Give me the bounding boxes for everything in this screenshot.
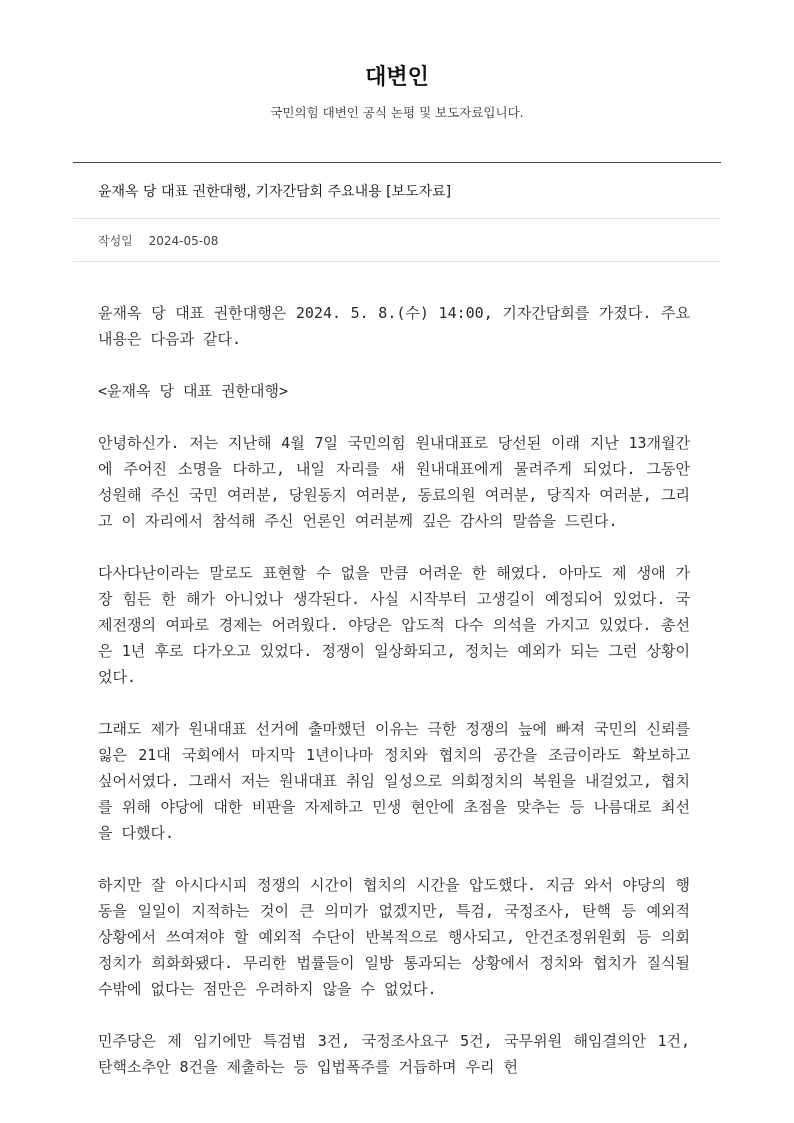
paragraph: 그래도 제가 원내대표 선거에 출마했던 이유는 극한 정쟁의 늪에 빠져 국민의 신뢰를 잃은 21대 국회에서 마지막 1년이나마 정치와 협치의 공간을 조금이라도 확보하고 싶어서였다. 그래서 저는 원내대표 취임 일성으로 의회정치의 복원을 내걸었고, 협치를 위해 야당에 대한 비판을 자제하고 민생 현안에 초점을 맞추는 등 나름대로 최선을 다했다. <box>98 720 691 842</box>
paragraph: 하지만 잘 아시다시피 정쟁의 시간이 협치의 시간을 압도했다. 지금 와서 야당의 행동을 일일이 지적하는 것이 큰 의미가 없겠지만, 특검, 국정조사, 탄핵 등 예외적 상황에서 쓰여져야 할 예외적 수단이 반복적으로 행사되고, 안건조정위원회 등 의회정치가 희화화됐다. 무리한 법률들이 일방 통과되는 상황에서 정치와 협치가 질식될 수밖에 없다는 점만은 우려하지 않을 수 없었다. <box>98 876 690 998</box>
meta-divider <box>73 261 721 262</box>
date-value: 2024-05-08 <box>148 234 219 248</box>
article-title: 윤재옥 당 대표 권한대행, 기자간담회 주요내용 [보도자료] <box>98 184 452 200</box>
paragraph: 안녕하신가. 저는 지난해 4월 7일 국민의힘 원내대표로 당선된 이래 지난 13개월간에 주어진 소명을 다하고, 내일 자리를 새 원내대표에게 물려주게 되었다. 그동안 성원해 주신 국민 여러분, 당원동지 여러분, 동료의원 여러분, 당직자 여러분, 그리고 이 자리에서 참석해 주신 언론인 여러분께 깊은 감사의 말씀을 드린다. <box>98 434 690 530</box>
date-label: 작성일 <box>98 234 133 248</box>
site-title: 대변인 <box>365 65 429 90</box>
paragraph: 민주당은 제 임기에만 특검법 3건, 국정조사요구 5건, 국무위원 해임결의안 1건, 탄핵소추안 8건을 제출하는 등 입법폭주를 거듭하며 우리 헌 <box>98 1032 690 1076</box>
header-divider <box>73 162 721 163</box>
article-body <box>98 300 690 1106</box>
title-divider <box>73 218 721 219</box>
site-header <box>0 0 794 163</box>
paragraph: 다사다난이라는 말로도 표현할 수 없을 만큼 어려운 한 해였다. 아마도 제 생애 가장 힘든 한 해가 아니었나 생각된다. 사실 시작부터 고생길이 예정되어 있었다. 국제전쟁의 여파로 경제는 어려웠다. 야당은 압도적 다수 의석을 가지고 있었다. 총선은 1년 후로 다가오고 있었다. 정쟁이 일상화되고, 정치는 예외가 되는 그런 상황이었다. <box>98 564 690 686</box>
paragraph-speaker-heading: <윤재옥 당 대표 권한대행> <box>98 382 289 400</box>
article-meta <box>98 232 218 249</box>
site-subtitle: 국민의힘 대변인 공식 논평 및 보도자료입니다. <box>270 105 524 120</box>
paragraph-intro: 윤재옥 당 대표 권한대행은 2024. 5. 8.(수) 14:00, 기자간담회를 가졌다. 주요내용은 다음과 같다. <box>98 304 690 348</box>
